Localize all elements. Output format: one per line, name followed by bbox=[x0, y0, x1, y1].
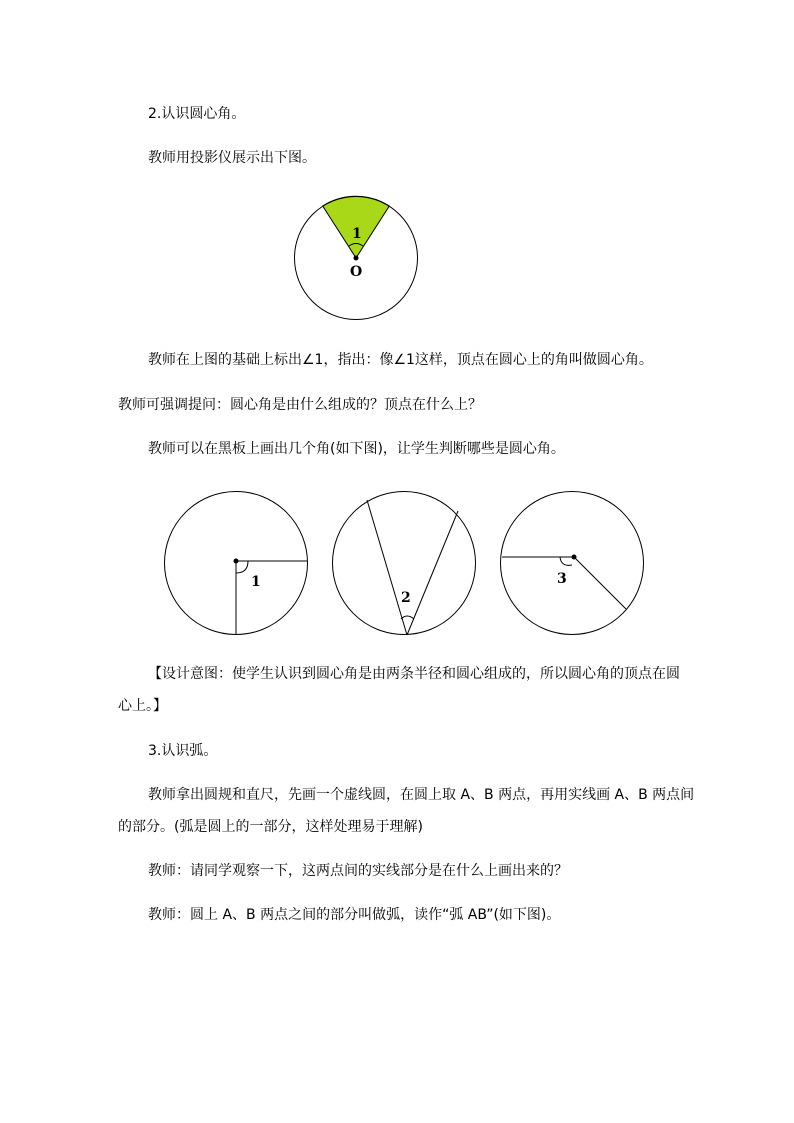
paragraph-emphasis-question: 教师可强调提问：圆心角是由什么组成的？顶点在什么上？ bbox=[118, 397, 482, 413]
paragraph-observe-question: 教师：请同学观察一下，这两点间的实线部分是在什么上画出来的？ bbox=[148, 863, 568, 879]
section-heading-arc: 3.认识弧。 bbox=[148, 743, 218, 759]
paragraph-angle-definition: 教师在上图的基础上标出∠1，指出：像∠1这样，顶点在圆心上的角叫做圆心角。 bbox=[148, 352, 653, 368]
angle-label-3: 3 bbox=[557, 571, 567, 587]
circle-angle-1 bbox=[165, 492, 308, 635]
section-heading-central-angle: 2.认识圆心角。 bbox=[148, 106, 246, 122]
figure-three-angles bbox=[164, 491, 644, 636]
paragraph-blackboard: 教师可以在黑板上画出几个角(如下图)，让学生判断哪些是圆心角。 bbox=[148, 441, 565, 457]
paragraph-compass-line1: 教师拿出圆规和直尺，先画一个虚线圆，在圆上取 A、B 两点，再用实线画 A、B 两点间 bbox=[148, 787, 695, 803]
center-label-o: O bbox=[350, 264, 363, 280]
paragraph-projector: 教师用投影仪展示出下图。 bbox=[148, 150, 316, 166]
center-dot bbox=[354, 256, 359, 261]
angle-label-1: 1 bbox=[352, 226, 362, 242]
circle-angle-3 bbox=[501, 492, 644, 635]
figure-central-angle-sector bbox=[294, 196, 418, 320]
paragraph-compass-line2: 的部分。(弧是圆上的一部分，这样处理易于理解) bbox=[118, 819, 423, 835]
circle-angle-2 bbox=[333, 492, 476, 636]
design-intent-line1: 【设计意图：使学生认识到圆心角是由两条半径和圆心组成的，所以圆心角的顶点在圆 bbox=[148, 666, 680, 682]
paragraph-arc-definition: 教师：圆上 A、B 两点之间的部分叫做弧，读作“弧 AB”(如下图)。 bbox=[148, 907, 561, 923]
angle-label-1: 1 bbox=[251, 574, 261, 590]
design-intent-line2: 心上。】 bbox=[118, 698, 167, 714]
angle-label-2: 2 bbox=[401, 590, 411, 606]
